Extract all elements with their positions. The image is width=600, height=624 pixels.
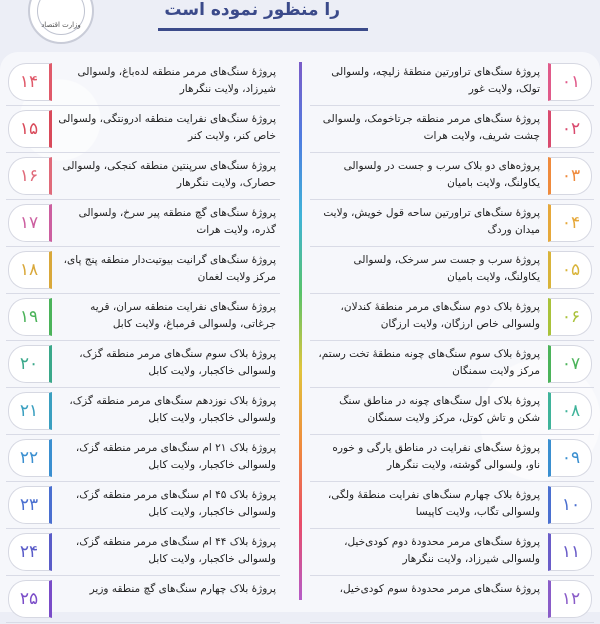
item-text: پروژهٔ بلاک ۲۱ ام سنگ‌های مرمر منطقه گزک، ولسوالی خاکجبار، ولایت کابل [75,442,276,471]
item-number-badge: ۰۶ [548,298,592,336]
item-number-badge: ۲۵ [8,580,52,618]
item-text: پروژهٔ سنگ‌های مرمر منطقه جرتاخومک، ولسوالی چشت شریف، ولایت هرات [322,113,540,142]
item-number-badge: ۰۴ [548,204,592,242]
list-item [0,483,290,529]
list-item [310,577,600,623]
item-text: پروژهٔ بلاک ۴۵ ام سنگ‌های مرمر منطقه گزک، ولسوالی خاکجبار، ولایت کابل [75,489,276,518]
list-item [0,295,290,341]
left-column [0,60,290,624]
row-separator [6,387,280,388]
row-separator [310,152,594,153]
item-number-badge: ۰۹ [548,439,592,477]
row-separator [310,387,594,388]
item-text: پروژه‌های دو بلاک سرب و جست در ولسوالی یکاولنگ، ولایت بامیان [343,160,540,189]
list-item [0,342,290,388]
list-item [0,107,290,153]
row-separator [310,199,594,200]
item-text: پروژهٔ سنگ‌های مرمر محدودهٔ دوم کودی‌خیل، ولسوالی شیرزاد، ولایت ننگرهار [344,536,540,565]
item-number-badge: ۲۲ [8,439,52,477]
item-text: پروژهٔ بلاک سوم سنگ‌های مرمر منطقه گزک، ولسوالی خاکجبار، ولایت کابل [79,348,276,377]
item-number-badge: ۲۱ [8,392,52,430]
list-item [310,60,600,106]
item-text: پروژهٔ سنگ‌های گرانیت بیوتیت‌دار منطقه پنج پای، مرکز ولایت لغمان [63,254,276,283]
item-text: پروژهٔ سنگ‌های سرپنتین منطقه کنجکی، ولسوالی حصارک، ولایت ننگرهار [62,160,276,189]
row-separator [310,105,594,106]
item-number-badge: ۱۲ [548,580,592,618]
item-number-badge: ۲۳ [8,486,52,524]
row-separator [6,199,280,200]
page-title: را منظور نموده است [164,0,340,20]
item-text: پروژهٔ بلاک ۴۴ ام سنگ‌های مرمر منطقه گزک، ولسوالی خاکجبار، ولایت کابل [75,536,276,565]
row-separator [310,246,594,247]
item-text: پروژهٔ بلاک چهارم سنگ‌های نفرایت منطقهٔ ولگی، ولسوالی تگاب، ولایت کاپیسا [327,489,540,518]
center-divider [299,62,302,600]
item-number-badge: ۱۰ [548,486,592,524]
list-item [0,530,290,576]
row-separator [310,528,594,529]
list-item [310,436,600,482]
ministry-logo [28,0,94,44]
item-number-badge: ۰۵ [548,251,592,289]
row-separator [6,622,280,623]
list-item [310,483,600,529]
list-item [0,60,290,106]
row-separator [6,481,280,482]
row-separator [6,340,280,341]
row-separator [6,528,280,529]
row-separator [6,293,280,294]
item-number-badge: ۱۸ [8,251,52,289]
item-number-badge: ۲۰ [8,345,52,383]
list-item [310,248,600,294]
row-separator [310,575,594,576]
row-separator [6,152,280,153]
item-text: پروژهٔ سنگ‌های مرمر محدودهٔ سوم کودی‌خیل، [339,583,540,595]
list-item [310,201,600,247]
item-text: پروژهٔ سنگ‌های گچ منطقه پیر سرخ، ولسوالی گذره، ولایت هرات [78,207,276,236]
list-item [0,154,290,200]
list-item [310,530,600,576]
item-number-badge: ۰۸ [548,392,592,430]
row-separator [310,622,594,623]
list-item [0,389,290,435]
item-text: پروژهٔ سنگ‌های نفرایت منطقه سران، قریه جرغاتی، ولسوالی قرمباغ، ولایت کابل [90,301,276,330]
item-text: پروژهٔ بلاک نوزدهم سنگ‌های مرمر منطقه گزک، ولسوالی خاکجبار، ولایت کابل [69,395,276,424]
header [0,0,600,48]
item-text: پروژهٔ بلاک سوم سنگ‌های چونه منطقهٔ تخت رستم، مرکز ولایت سمنگان [318,348,540,377]
item-number-badge: ۱۴ [8,63,52,101]
list-item [0,201,290,247]
item-number-badge: ۱۱ [548,533,592,571]
list-item [310,295,600,341]
item-number-badge: ۰۳ [548,157,592,195]
title-underline [158,28,368,31]
list-item [310,107,600,153]
item-number-badge: ۱۷ [8,204,52,242]
item-number-badge: ۱۶ [8,157,52,195]
right-column [310,60,600,624]
item-text: پروژهٔ سرب و جست سر سرخک، ولسوالی یکاولنگ، ولایت بامیان [353,254,540,283]
row-separator [6,434,280,435]
item-text: پروژهٔ سنگ‌های تراورتین ساحه قول خویش، ولایت میدان وردگ [323,207,540,236]
item-text: پروژهٔ سنگ‌های نفرایت منطقه ادرونتگی، ولسوالی خاص کنر، ولایت کنر [58,113,276,142]
item-number-badge: ۰۲ [548,110,592,148]
item-text: پروژهٔ سنگ‌های نفرایت در مناطق یارگی و خوره ناو، ولسوالی گوشته، ولایت ننگرهار [332,442,540,471]
row-separator [310,481,594,482]
item-text: پروژهٔ بلاک چهارم سنگ‌های گچ منطقه وزیر [89,583,276,595]
item-number-badge: ۰۱ [548,63,592,101]
row-separator [6,105,280,106]
item-text: پروژهٔ سنگ‌های مرمر منطقه لده‌باغ، ولسوالی شیرزاد، ولایت ننگرهار [77,66,276,95]
list-item [0,577,290,623]
item-number-badge: ۱۵ [8,110,52,148]
list-item [310,342,600,388]
item-number-badge: ۱۹ [8,298,52,336]
row-separator [310,293,594,294]
item-number-badge: ۲۴ [8,533,52,571]
list-item [0,248,290,294]
list-item [310,154,600,200]
list-item [310,389,600,435]
row-separator [6,246,280,247]
row-separator [6,575,280,576]
item-text: پروژهٔ بلاک دوم سنگ‌های مرمر منطقهٔ کندلان، ولسوالی خاص ارزگان، ولایت ارزگان [340,301,540,330]
row-separator [310,340,594,341]
list-item [0,436,290,482]
item-number-badge: ۰۷ [548,345,592,383]
logo-text: وزارت اقتصاد [41,21,81,29]
item-text: پروژهٔ سنگ‌های تراورتین منطقهٔ زلیچه، ولسوالی تولک، ولایت غور [331,66,540,95]
item-text: پروژهٔ بلاک اول سنگ‌های چونه در مناطق سنگ شکن و تاش کوتل، مرکز ولایت سمنگان [339,395,540,424]
row-separator [310,434,594,435]
